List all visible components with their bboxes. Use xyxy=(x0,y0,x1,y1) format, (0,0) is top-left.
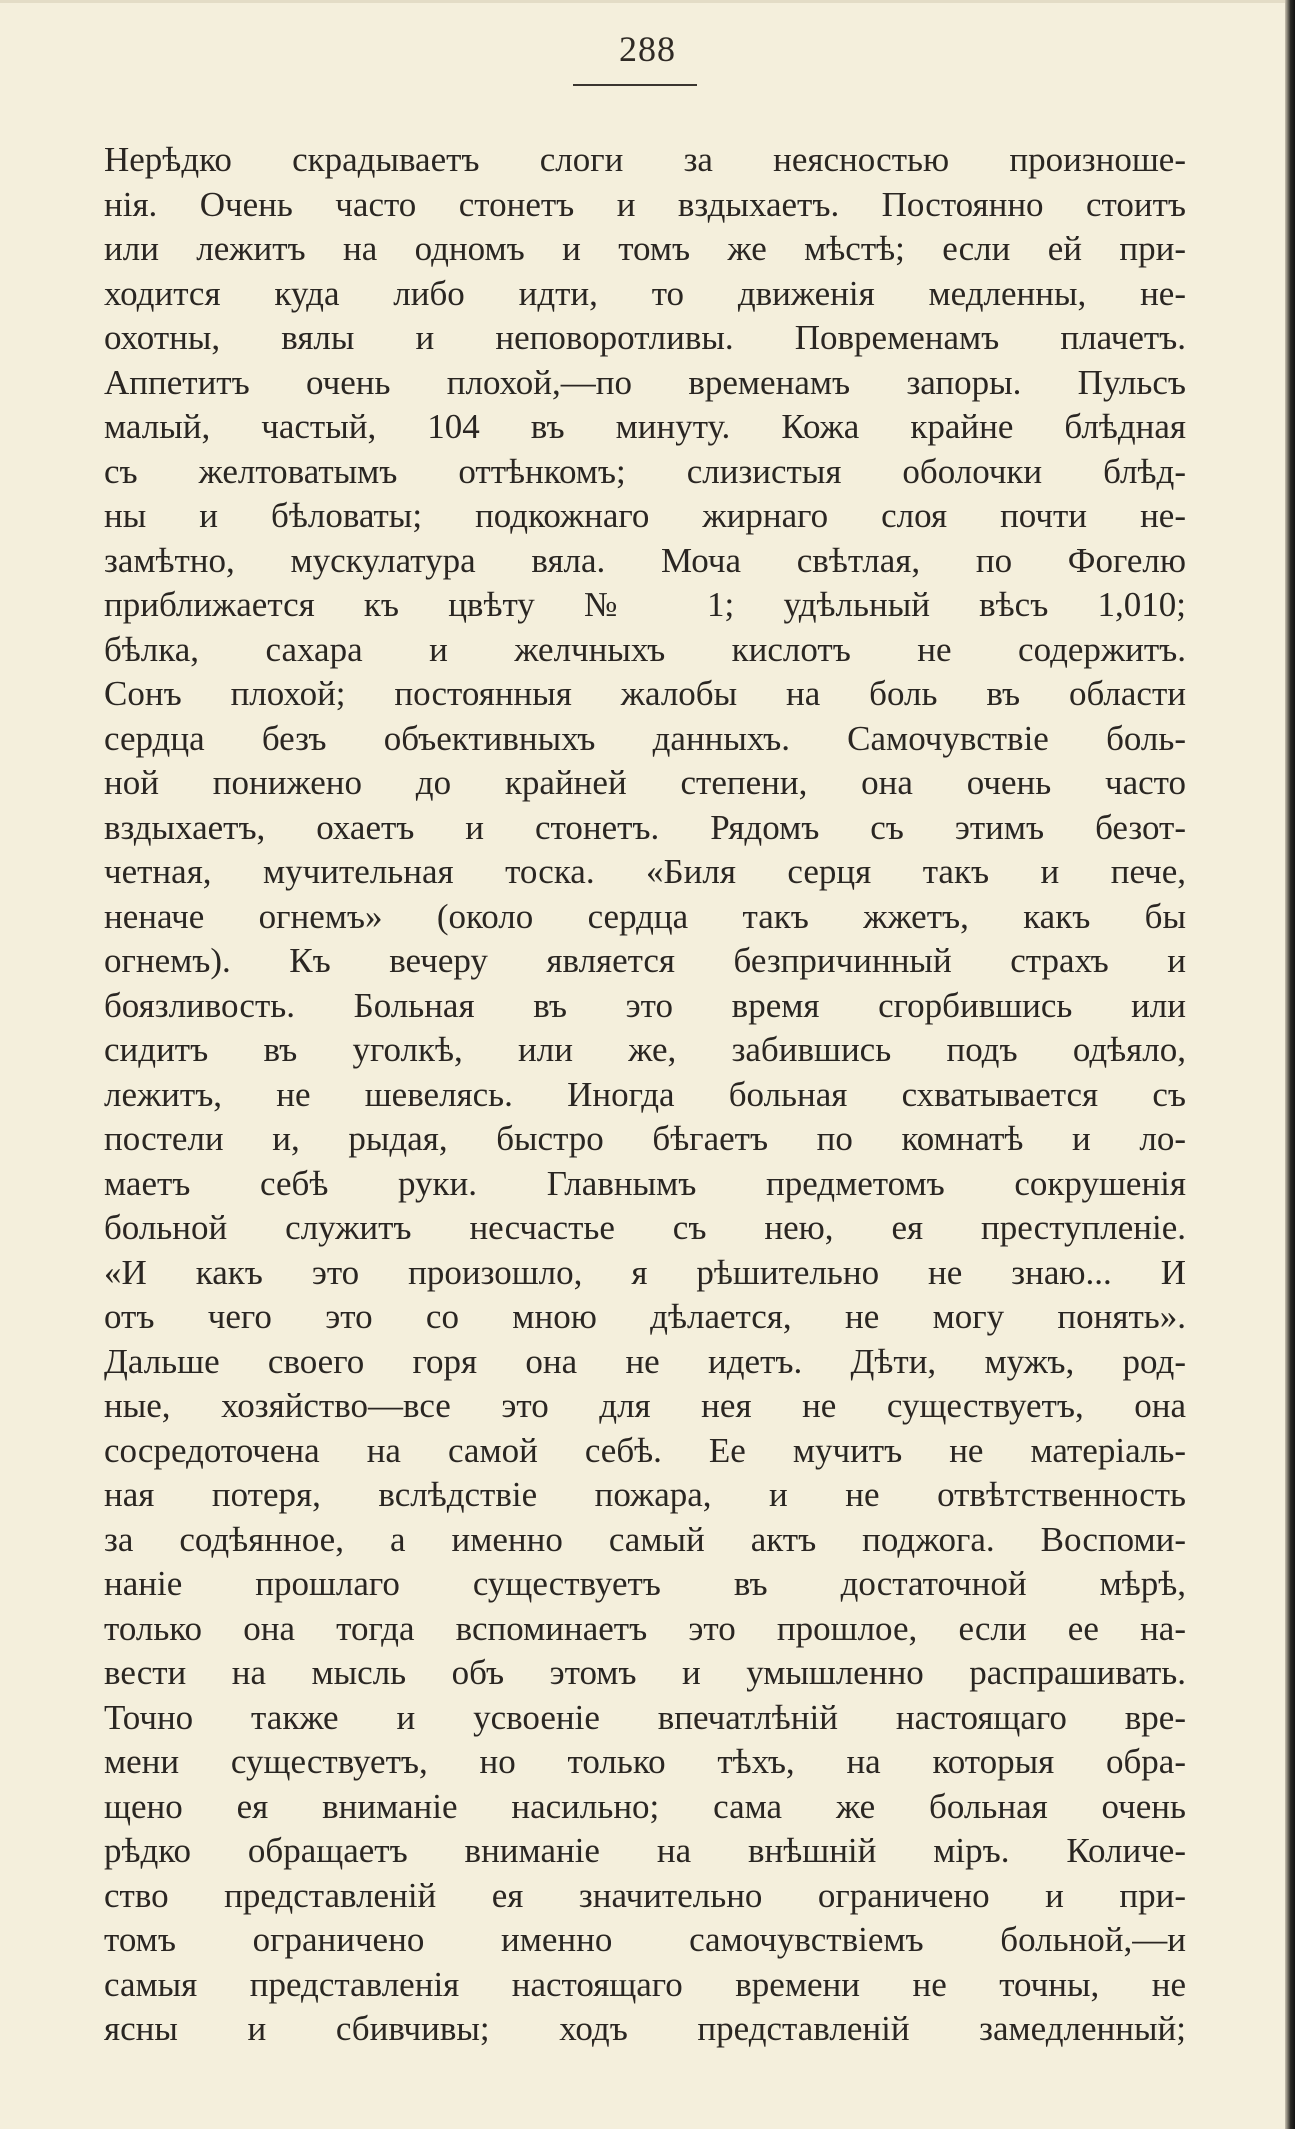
text-line: мени существуетъ, но только тѣхъ, на которыя обра- xyxy=(104,1742,1186,1781)
text-line: Аппетитъ очень плохой,—по временамъ запоры. Пульсъ xyxy=(104,362,1186,402)
text-line: вздыхаетъ, охаетъ и стонетъ. Рядомъ съ этимъ безот- xyxy=(104,807,1186,847)
text-line: только она тогда вспоминаетъ это прошлое, если ее на- xyxy=(104,1608,1186,1648)
body-text xyxy=(104,138,1186,2052)
header-rule xyxy=(573,84,697,86)
text-line: отъ чего это со мною дѣлается, не могу понять». xyxy=(104,1297,1186,1336)
text-line: сидитъ въ уголкѣ, или же, забившись подъ одѣяло, xyxy=(104,1030,1186,1069)
text-line: сосредоточена на самой себѣ. Ее мучитъ не матеріаль- xyxy=(104,1430,1186,1470)
text-line: огнемъ). Къ вечеру является безпричинный страхъ и xyxy=(104,941,1186,980)
text-line: томъ ограничено именно самочувствіемъ больной,—и xyxy=(104,1920,1186,1959)
text-line: бѣлка, сахара и желчныхъ кислотъ не содержитъ. xyxy=(104,629,1186,669)
text-line: рѣдко обращаетъ вниманіе на внѣшній міръ. Количе- xyxy=(104,1831,1186,1870)
text-line: маетъ себѣ руки. Главнымъ предметомъ сокрушенія xyxy=(104,1163,1186,1203)
text-line: съ желтоватымъ оттѣнкомъ; слизистыя оболочки блѣд- xyxy=(104,451,1186,491)
page-header xyxy=(0,28,1295,70)
text-line: Точно также и усвоеніе впечатлѣній настоящаго вре- xyxy=(104,1697,1186,1737)
text-line: ясны и сбивчивы; ходъ представленій замедленный; xyxy=(104,2009,1186,2048)
text-line: сердца безъ объективныхъ данныхъ. Самочувствіе боль- xyxy=(104,718,1186,758)
text-line: щено ея вниманіе насильно; сама же больная очень xyxy=(104,1786,1186,1826)
page-top-edge xyxy=(0,0,1295,3)
text-line: постели и, рыдая, быстро бѣгаетъ по комнатѣ и ло- xyxy=(104,1119,1186,1158)
text-line: лежитъ, не шевелясь. Иногда больная схватывается съ xyxy=(104,1074,1186,1114)
text-line: Сонъ плохой; постоянныя жалобы на боль въ области xyxy=(104,674,1186,713)
text-line: четная, мучительная тоска. «Биля серця такъ и пече, xyxy=(104,852,1186,891)
text-line: ная потеря, вслѣдствіе пожара, и не отвѣтственность xyxy=(104,1475,1186,1514)
text-line: охотны, вялы и неповоротливы. Повременамъ плачетъ. xyxy=(104,318,1186,357)
text-line: замѣтно, мускулатура вяла. Моча свѣтлая, по Фогелю xyxy=(104,540,1186,580)
text-line: наніе прошлаго существуетъ въ достаточной мѣрѣ, xyxy=(104,1564,1186,1603)
text-line: за содѣянное, а именно самый актъ поджога. Воспоми- xyxy=(104,1519,1186,1559)
text-line: приближается къ цвѣту № 1; удѣльный вѣсъ 1,010; xyxy=(104,585,1186,624)
text-line: Дальше своего горя она не идетъ. Дѣти, мужъ, род- xyxy=(104,1341,1186,1381)
text-line: ные, хозяйство—все это для нея не существуетъ, она xyxy=(104,1386,1186,1425)
text-line: или лежитъ на одномъ и томъ же мѣстѣ; если ей при- xyxy=(104,229,1186,268)
page-number: 288 xyxy=(619,29,676,69)
text-line: неначе огнемъ» (около сердца такъ жжетъ, какъ бы xyxy=(104,896,1186,936)
text-line: ство представленій ея значительно ограничено и при- xyxy=(104,1875,1186,1915)
text-line: ны и бѣловаты; подкожнаго жирнаго слоя почти не- xyxy=(104,496,1186,535)
page-binding-shadow xyxy=(1285,0,1295,2129)
text-line: самыя представленія настоящаго времени не точны, не xyxy=(104,1964,1186,2004)
text-line: «И какъ это произошло, я рѣшительно не знаю... И xyxy=(104,1252,1186,1292)
text-line: вести на мысль объ этомъ и умышленно распрашивать. xyxy=(104,1653,1186,1692)
text-line: больной служитъ несчастье съ нею, ея преступленіе. xyxy=(104,1208,1186,1247)
text-line: нія. Очень часто стонетъ и вздыхаетъ. Постоянно стоитъ xyxy=(104,184,1186,224)
text-line: малый, частый, 104 въ минуту. Кожа крайне блѣдная xyxy=(104,407,1186,446)
text-line: боязливость. Больная въ это время сгорбившись или xyxy=(104,985,1186,1025)
text-line: Нерѣдко скрадываетъ слоги за неясностью произноше- xyxy=(104,140,1186,179)
text-line: ной понижено до крайней степени, она очень часто xyxy=(104,763,1186,802)
text-line: ходится куда либо идти, то движенія медленны, не- xyxy=(104,273,1186,313)
